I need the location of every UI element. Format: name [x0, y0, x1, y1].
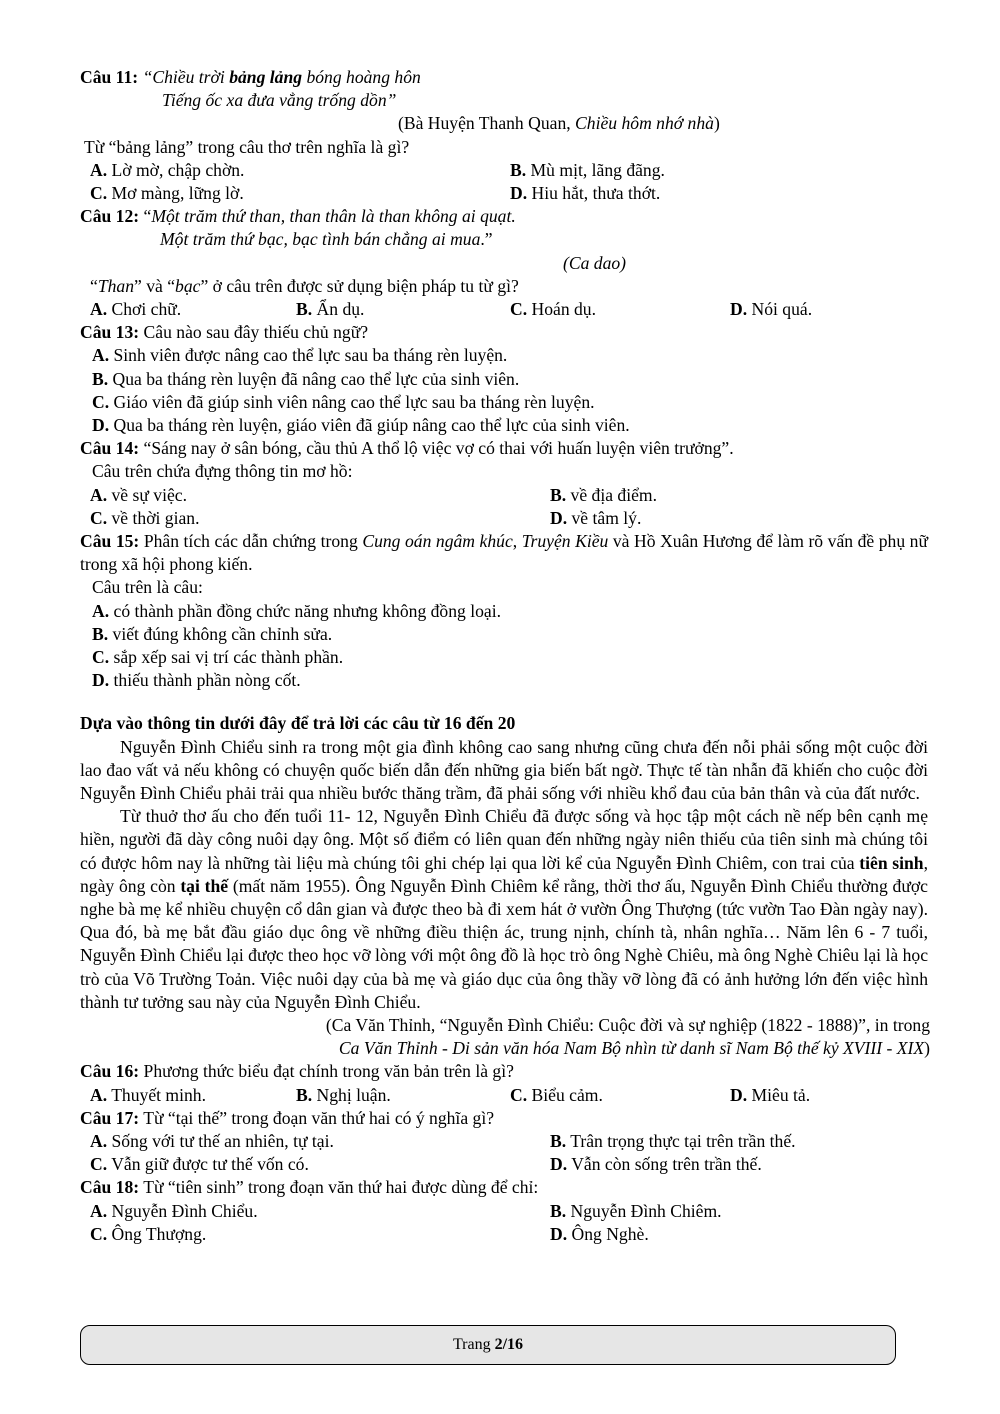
option-a[interactable]: A. có thành phần đồng chức năng nhưng không đồng loại. — [92, 600, 501, 621]
option-a[interactable]: A. Sinh viên được nâng cao thể lực sau ba tháng rèn luyện. — [92, 345, 508, 366]
q12-options — [90, 298, 928, 321]
option-d[interactable]: D. Hiu hắt, thưa thớt. — [510, 183, 661, 203]
passage-paragraph-2: Từ thuở thơ ấu cho đến tuổi 11- 12, Nguyễn Đình Chiểu đã được sống và học tập một cách nề nếp bên cạnh mẹ hiền, người đã dày công nuôi dạy ông. Một số điểm có liên quan đến những ngày niên thiếu của tiên sinh mà chúng tôi có được hôm nay là những tài liệu mà chúng tôi ghi chép lại qua lời kể của Nguyễn Đình Chiêm, con trai của tiên sinh, ngày ông còn tại thế (mất năm 1955). Ông Nguyễn Đình Chiêm kể rằng, thời thơ ấu, Nguyễn Đình Chiểu thường được nghe bà mẹ kể nhiều chuyện cổ dân gian và được theo bà đi xem hát ở vườn Ông Thượng (tức vườn Tao Đàn ngày nay). Qua đó, bà mẹ bắt đầu giáo dục ông về những điều thiện ác, trung nịnh, chính tà, nhân nghĩa… Năm lên 6 - 7 tuổi, Nguyễn Đình Chiểu lại được theo học vỡ lòng với một ông đồ là học trò ông Nghè Chiêu, mà ông Nghè Chiêu lại là học trò của Võ Trường Toản. Việc nuôi dạy của bà mẹ và giáo dục của ông thầy vỡ lòng đã có ảnh hưởng lớn đến việc hình thành tư tưởng sau này của Nguyễn Đình Chiểu. — [80, 806, 928, 1012]
option-d[interactable]: D. thiếu thành phần nòng cốt. — [92, 670, 301, 691]
option-c[interactable]: C. sắp xếp sai vị trí các thành phần. — [92, 647, 344, 667]
option-c[interactable]: C. Ông Thượng. — [90, 1223, 207, 1244]
question-label: Câu 11: — [80, 67, 139, 87]
option-a[interactable]: A. về sự việc. — [90, 484, 187, 505]
q14-options-row2 — [90, 507, 928, 530]
q17-question: Câu 17: Từ “tại thế” trong đoạn văn thứ hai có ý nghĩa gì? — [80, 1107, 495, 1128]
option-a[interactable]: A. Sống với tư thế an nhiên, tự tại. — [90, 1131, 334, 1152]
q15-sub: Câu trên là câu: — [92, 577, 203, 598]
exam-page — [80, 66, 930, 1246]
q12-question: “Than” và “bạc” ở câu trên được sử dụng biện pháp tu từ gì? — [90, 275, 519, 296]
q11-question: Từ “bảng lảng” trong câu thơ trên nghĩa là gì? — [84, 136, 410, 157]
option-d[interactable]: D. Miêu tả. — [730, 1084, 811, 1105]
option-b[interactable]: B. Qua ba tháng rèn luyện đã nâng cao thể lực của sinh viên. — [92, 368, 520, 389]
option-a[interactable]: A. Lờ mờ, chập chờn. — [90, 159, 245, 180]
question-label: Câu 16: — [80, 1061, 140, 1082]
passage-paragraph-1: Nguyễn Đình Chiểu sinh ra trong một gia đình không cao sang nhưng cũng chưa đến nỗi phải sống một cuộc đời lao đao vất vả nếu không có chuyện quốc biến dẫn đến những gia biến bất ngờ. Thực tế tàn nhẫn đã khiến cho cuộc đời Nguyễn Đình Chiểu phải trải qua nhiều bước thăng trầm, đã phải sống với nhiều khổ đau của bản thân và của đất nước. — [80, 736, 928, 804]
option-c[interactable]: C. Biểu cảm. — [510, 1084, 603, 1105]
q12-source: (Ca dao) — [563, 252, 627, 273]
option-b[interactable]: B. về địa điểm. — [550, 484, 658, 505]
option-b[interactable]: B. viết đúng không cần chỉnh sửa. — [92, 623, 333, 644]
q18-question: Câu 18: Từ “tiên sinh” trong đoạn văn thứ hai được dùng để chỉ: — [80, 1177, 539, 1198]
q11-source: (Bà Huyện Thanh Quan, Chiều hôm nhớ nhà) — [398, 113, 720, 134]
q14-question: Câu 14: “Sáng nay ở sân bóng, cầu thủ A thổ lộ việc vợ có thai với huấn luyện viên trưởng”. — [80, 438, 734, 459]
option-d[interactable]: D. Qua ba tháng rèn luyện, giáo viên đã giúp nâng cao thể lực của sinh viên. — [92, 415, 630, 435]
question-label: Câu 13: — [80, 322, 140, 343]
option-c[interactable]: C. Giáo viên đã giúp sinh viên nâng cao thể lực sau ba tháng rèn luyện. — [92, 391, 595, 412]
option-b[interactable]: B. Trân trọng thực tại trên trần thế. — [550, 1131, 796, 1152]
q13-question: Câu 13: Câu nào sau đây thiếu chủ ngữ? — [80, 322, 369, 343]
q14-options-row1 — [90, 484, 928, 507]
option-d[interactable]: D. Vẫn còn sống trên trần thế. — [550, 1154, 762, 1175]
q18-options-row2 — [90, 1223, 928, 1246]
q17-options-row2 — [90, 1153, 928, 1176]
citation-line1: (Ca Văn Thỉnh, “Nguyễn Đình Chiểu: Cuộc đời và sự nghiệp (1822 - 1888)”, in trong — [325, 1015, 930, 1036]
option-c[interactable]: C. về thời gian. — [90, 507, 200, 528]
q15-question: Câu 15: Phân tích các dẫn chứng trong Cung oán ngâm khúc, Truyện Kiều và Hồ Xuân Hương để làm rõ vấn đề phụ nữ trong xã hội phong kiến. — [80, 530, 928, 575]
option-c[interactable]: C. Mơ màng, lững lờ. — [90, 183, 244, 203]
q11-options-row1 — [90, 159, 928, 182]
option-a[interactable]: A. Thuyết minh. — [90, 1084, 206, 1105]
page-footer: Trang 2/16 — [80, 1325, 896, 1365]
q11-options-row2 — [90, 182, 928, 205]
passage-heading: Dựa vào thông tin dưới đây để trả lời các câu từ 16 đến 20 — [80, 713, 516, 734]
option-d[interactable]: D. Ông Nghè. — [550, 1223, 649, 1244]
option-d[interactable]: D. về tâm lý. — [550, 507, 642, 528]
question-label: Câu 12: — [80, 206, 140, 227]
question-label: Câu 18: — [80, 1177, 140, 1198]
q11-line1: Câu 11: “Chiều trời bảng lảng bóng hoàng hôn — [80, 67, 421, 87]
option-a[interactable]: A. Chơi chữ. — [90, 299, 182, 319]
q12-poem-line2: Một trăm thứ bạc, bạc tình bán chẳng ai mua.” — [160, 229, 493, 250]
option-c[interactable]: C. Vẫn giữ được tư thế vốn có. — [90, 1154, 309, 1175]
q17-options-row1 — [90, 1130, 928, 1153]
q14-sub: Câu trên chứa đựng thông tin mơ hồ: — [92, 461, 353, 482]
question-label: Câu 15: — [80, 530, 140, 551]
option-b[interactable]: B. Nguyễn Đình Chiêm. — [550, 1200, 722, 1221]
option-b[interactable]: B. Ẩn dụ. — [296, 299, 365, 319]
q18-options-row1 — [90, 1200, 928, 1223]
highlighted-word: bảng lảng — [229, 67, 303, 87]
option-b[interactable]: B. Mù mịt, lãng đãng. — [510, 159, 665, 180]
option-a[interactable]: A. Nguyễn Đình Chiểu. — [90, 1200, 258, 1221]
option-d[interactable]: D. Nói quá. — [730, 299, 813, 319]
q11-poem-line2: Tiếng ốc xa đưa vẳng trống dồn” — [162, 90, 397, 111]
citation-line2: Ca Văn Thỉnh - Di sản văn hóa Nam Bộ nhìn từ danh sĩ Nam Bộ thế kỷ XVIII - XIX) — [338, 1038, 930, 1059]
option-b[interactable]: B. Nghị luận. — [296, 1084, 391, 1105]
question-label: Câu 14: — [80, 438, 140, 459]
q16-options — [90, 1084, 928, 1107]
question-label: Câu 17: — [80, 1107, 140, 1128]
option-c[interactable]: C. Hoán dụ. — [510, 299, 597, 319]
q12-line1: Câu 12: “Một trăm thứ than, than thân là than không ai quạt. — [80, 206, 516, 227]
page-number: 2/16 — [494, 1336, 524, 1353]
q16-question: Câu 16: Phương thức biểu đạt chính trong văn bản trên là gì? — [80, 1061, 514, 1082]
